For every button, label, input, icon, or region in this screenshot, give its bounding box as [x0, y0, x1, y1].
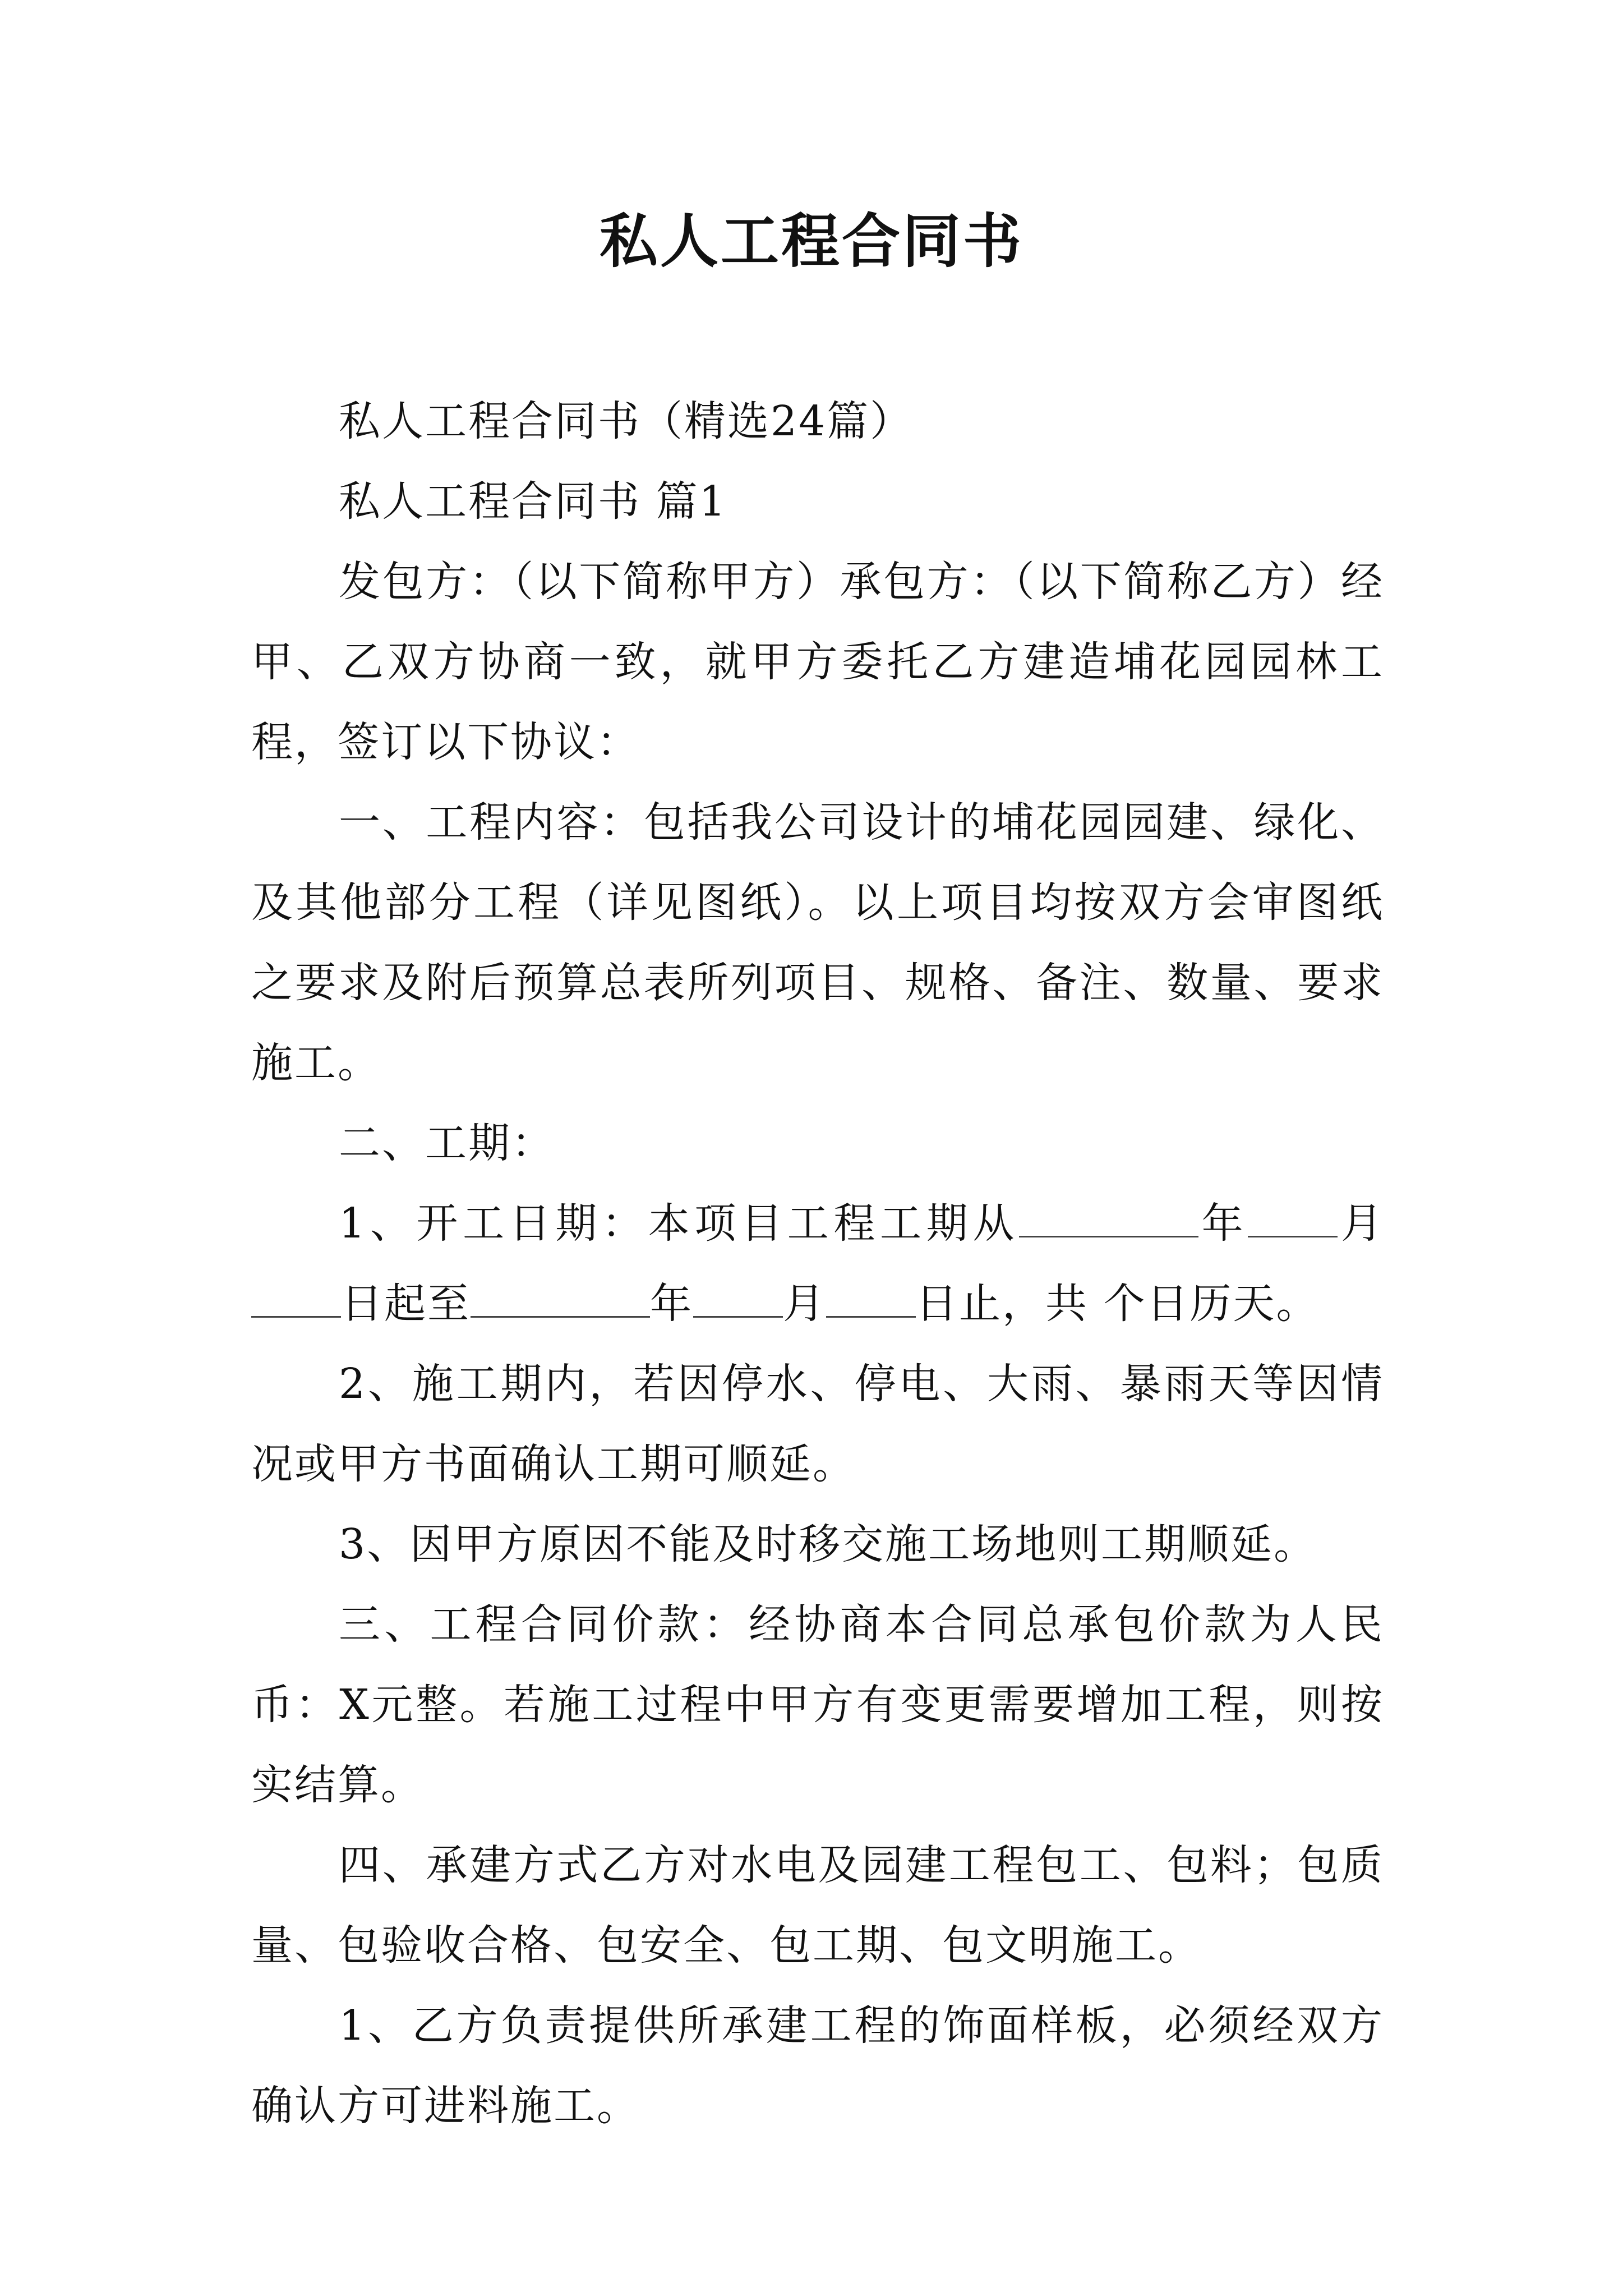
paragraph-sample-confirmation: 1、乙方负责提供所承建工程的饰面样板，必须经双方确认方可进料施工。: [251, 2001, 1384, 2130]
label-day-from: 日起至: [341, 1280, 471, 1328]
paragraph-project-content: 一、工程内容：包括我公司设计的埔花园园建、绿化、及其他部分工程（详见图纸）。以上项目均按双方会审图纸之要求及附后预算总表所列项目、规格、备注、数量、要求施工。: [251, 798, 1384, 1087]
document-body: [251, 381, 1384, 2146]
paragraph-parties: 发包方：（以下简称甲方）承包方：（以下简称乙方）经甲、乙双方协商一致，就甲方委托乙方建造埔花园园林工程，签订以下协议：: [251, 558, 1384, 766]
blank-day-from: [251, 1278, 341, 1318]
paragraph-subtitle: 私人工程合同书（精选24篇）: [339, 397, 914, 445]
blank-day-to: [826, 1278, 916, 1318]
paragraph-delay-conditions: 2、施工期内，若因停水、停电、大雨、暴雨天等因情况或甲方书面确认工期可顺延。: [251, 1360, 1384, 1488]
start-date-lead: 1、开工日期：本项目工程工期从: [339, 1199, 1020, 1248]
paragraph-site-handover: 3、因甲方原因不能及时移交施工场地则工期顺延。: [339, 1520, 1317, 1568]
paragraph-contract-price: 三、工程合同价款：经协商本合同总承包价款为人民币：X元整。若施工过程中甲方有变更需要增加工程，则按实结算。: [251, 1600, 1384, 1809]
blank-year-to: [471, 1278, 650, 1318]
paragraph-section-heading: 私人工程合同书 篇1: [339, 477, 727, 526]
label-month-from: 月: [1338, 1199, 1385, 1248]
blank-month-from: [1248, 1198, 1338, 1237]
blank-month-to: [693, 1278, 783, 1318]
paragraph-start-date: [251, 1184, 1384, 1344]
paragraph-duration-heading: 二、工期：: [339, 1119, 555, 1167]
label-day-to-end: 日止，共 个日历天。: [916, 1280, 1320, 1328]
label-year-to: 年: [650, 1280, 693, 1328]
document-title: 私人工程合同书: [599, 207, 1023, 275]
paragraph-contract-method: 四、承建方式乙方对水电及园建工程包工、包料；包质量、包验收合格、包安全、包工期、包文明施工。: [251, 1841, 1384, 1970]
label-month-to: 月: [783, 1280, 826, 1328]
label-year-from: 年: [1198, 1199, 1248, 1248]
blank-year-from: [1019, 1198, 1198, 1237]
